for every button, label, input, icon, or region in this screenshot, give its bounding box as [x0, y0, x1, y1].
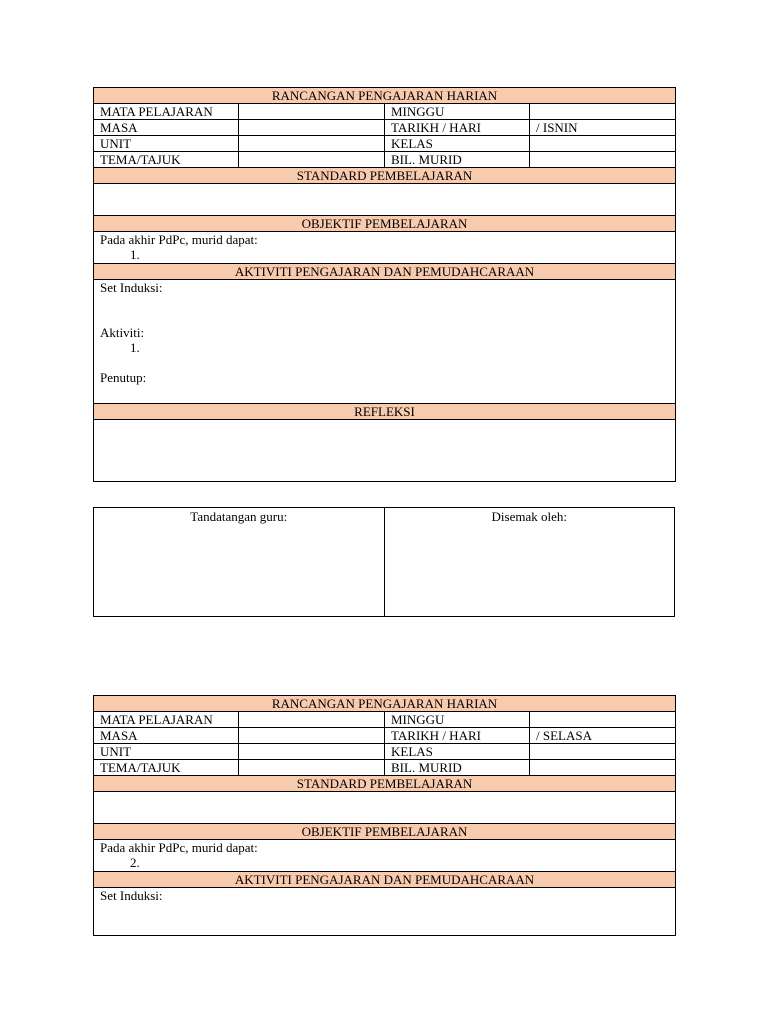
label-mata-pelajaran: MATA PELAJARAN — [94, 104, 239, 120]
objektif-content[interactable] — [94, 840, 676, 872]
lesson-plan-table-2 — [93, 695, 676, 936]
aktiviti-content[interactable] — [94, 280, 676, 404]
value-kelas[interactable] — [530, 136, 676, 152]
lesson-plan-table-1 — [93, 87, 676, 482]
aktiviti-label: Aktiviti: — [100, 325, 145, 340]
label-bil-murid: BIL. MURID — [385, 760, 530, 776]
value-kelas[interactable] — [530, 744, 676, 760]
set-induksi-label: Set Induksi: — [100, 280, 163, 295]
value-tarikh-hari[interactable]: / SELASA — [530, 728, 676, 744]
objektif-intro: Pada akhir PdPc, murid dapat: — [100, 840, 258, 855]
label-kelas: KELAS — [385, 136, 530, 152]
label-masa: MASA — [94, 728, 239, 744]
label-tarikh-hari: TARIKH / HARI — [385, 120, 530, 136]
label-masa: MASA — [94, 120, 239, 136]
value-mata-pelajaran[interactable] — [239, 712, 385, 728]
objektif-content[interactable] — [94, 232, 676, 264]
value-minggu[interactable] — [530, 104, 676, 120]
section-aktiviti-pdpc: AKTIVITI PENGAJARAN DAN PEMUDAHCARAAN — [94, 872, 676, 888]
value-tema-tajuk[interactable] — [239, 760, 385, 776]
section-standard-pembelajaran: STANDARD PEMBELAJARAN — [94, 168, 676, 184]
value-unit[interactable] — [239, 744, 385, 760]
value-tarikh-hari[interactable]: / ISNIN — [530, 120, 676, 136]
signature-table — [93, 507, 675, 617]
plan-header: RANCANGAN PENGAJARAN HARIAN — [94, 88, 676, 104]
objektif-item: 1. — [130, 247, 140, 262]
signature-disemak-label: Disemak oleh: — [491, 509, 567, 524]
value-tema-tajuk[interactable] — [239, 152, 385, 168]
label-minggu: MINGGU — [385, 712, 530, 728]
label-tema-tajuk: TEMA/TAJUK — [94, 760, 239, 776]
signature-guru-cell[interactable] — [94, 508, 385, 617]
section-refleksi: REFLEKSI — [94, 404, 676, 420]
value-unit[interactable] — [239, 136, 385, 152]
value-masa[interactable] — [239, 728, 385, 744]
section-aktiviti-pdpc: AKTIVITI PENGAJARAN DAN PEMUDAHCARAAN — [94, 264, 676, 280]
value-bil-murid[interactable] — [530, 152, 676, 168]
standard-pembelajaran-content[interactable] — [94, 184, 676, 216]
objektif-item: 2. — [130, 855, 140, 870]
standard-pembelajaran-content[interactable] — [94, 792, 676, 824]
value-bil-murid[interactable] — [530, 760, 676, 776]
section-objektif-pembelajaran: OBJEKTIF PEMBELAJARAN — [94, 824, 676, 840]
label-unit: UNIT — [94, 136, 239, 152]
value-masa[interactable] — [239, 120, 385, 136]
label-mata-pelajaran: MATA PELAJARAN — [94, 712, 239, 728]
label-kelas: KELAS — [385, 744, 530, 760]
penutup-label: Penutup: — [100, 370, 147, 385]
value-minggu[interactable] — [530, 712, 676, 728]
refleksi-content[interactable] — [94, 420, 676, 482]
set-induksi-label: Set Induksi: — [100, 888, 163, 903]
label-bil-murid: BIL. MURID — [385, 152, 530, 168]
signature-guru-label: Tandatangan guru: — [190, 509, 288, 524]
label-minggu: MINGGU — [385, 104, 530, 120]
label-unit: UNIT — [94, 744, 239, 760]
label-tarikh-hari: TARIKH / HARI — [385, 728, 530, 744]
section-objektif-pembelajaran: OBJEKTIF PEMBELAJARAN — [94, 216, 676, 232]
aktiviti-content[interactable] — [94, 888, 676, 936]
plan-header: RANCANGAN PENGAJARAN HARIAN — [94, 696, 676, 712]
signature-disemak-cell[interactable] — [384, 508, 675, 617]
value-mata-pelajaran[interactable] — [239, 104, 385, 120]
objektif-intro: Pada akhir PdPc, murid dapat: — [100, 232, 258, 247]
aktiviti-item: 1. — [130, 340, 140, 355]
section-standard-pembelajaran: STANDARD PEMBELAJARAN — [94, 776, 676, 792]
label-tema-tajuk: TEMA/TAJUK — [94, 152, 239, 168]
